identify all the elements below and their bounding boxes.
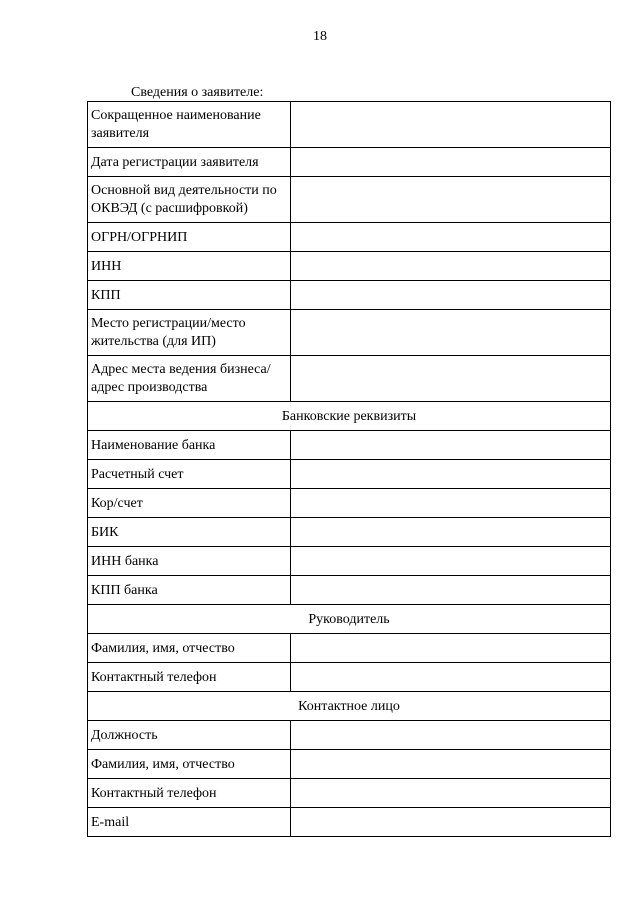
page-number: 18	[313, 29, 327, 44]
section-header-row	[88, 605, 611, 634]
field-label: Фамилия, имя, отчество	[88, 634, 291, 663]
field-value-cell[interactable]	[291, 663, 611, 692]
field-label: Адрес места ведения бизнеса/адрес производства	[88, 356, 291, 402]
field-label: E-mail	[88, 808, 291, 837]
field-value-cell[interactable]	[291, 547, 611, 576]
field-value-cell[interactable]	[291, 281, 611, 310]
field-label: Дата регистрации заявителя	[88, 148, 291, 177]
field-label: Расчетный счет	[88, 460, 291, 489]
field-value-cell[interactable]	[291, 518, 611, 547]
section-header: Руководитель	[88, 605, 611, 634]
table-row	[88, 808, 611, 837]
field-value-cell[interactable]	[291, 489, 611, 518]
table-row	[88, 547, 611, 576]
section-header-row	[88, 692, 611, 721]
table-row	[88, 102, 611, 148]
field-value-cell[interactable]	[291, 356, 611, 402]
field-value-cell[interactable]	[291, 177, 611, 223]
table-row	[88, 356, 611, 402]
field-value-cell[interactable]	[291, 102, 611, 148]
table-row	[88, 518, 611, 547]
table-row	[88, 721, 611, 750]
field-value-cell[interactable]	[291, 634, 611, 663]
table-row	[88, 460, 611, 489]
table-row	[88, 281, 611, 310]
field-value-cell[interactable]	[291, 576, 611, 605]
field-label: КПП	[88, 281, 291, 310]
field-label: Контактный телефон	[88, 663, 291, 692]
table-row	[88, 576, 611, 605]
field-value-cell[interactable]	[291, 808, 611, 837]
field-value-cell[interactable]	[291, 310, 611, 356]
field-value-cell[interactable]	[291, 223, 611, 252]
table-row	[88, 779, 611, 808]
field-label: Контактный телефон	[88, 779, 291, 808]
table-row	[88, 634, 611, 663]
field-label: Фамилия, имя, отчество	[88, 750, 291, 779]
section-header-row	[88, 402, 611, 431]
applicant-info-table	[87, 101, 611, 837]
field-label: Основной вид деятельности по ОКВЭД (с расшифровкой)	[88, 177, 291, 223]
field-label: Место регистрации/место жительства (для ИП)	[88, 310, 291, 356]
field-value-cell[interactable]	[291, 750, 611, 779]
field-value-cell[interactable]	[291, 460, 611, 489]
field-label: КПП банка	[88, 576, 291, 605]
table-row	[88, 750, 611, 779]
table-row	[88, 223, 611, 252]
table-row	[88, 310, 611, 356]
field-value-cell[interactable]	[291, 779, 611, 808]
field-label: Наименование банка	[88, 431, 291, 460]
field-value-cell[interactable]	[291, 252, 611, 281]
table-row	[88, 252, 611, 281]
table-row	[88, 431, 611, 460]
field-label: ОГРН/ОГРНИП	[88, 223, 291, 252]
table-row	[88, 489, 611, 518]
field-value-cell[interactable]	[291, 721, 611, 750]
field-label: ИНН	[88, 252, 291, 281]
table-row	[88, 177, 611, 223]
field-value-cell[interactable]	[291, 148, 611, 177]
field-label: Кор/счет	[88, 489, 291, 518]
section-header: Контактное лицо	[88, 692, 611, 721]
field-label: ИНН банка	[88, 547, 291, 576]
field-label: Должность	[88, 721, 291, 750]
applicant-info-table-body	[88, 102, 611, 837]
field-value-cell[interactable]	[291, 431, 611, 460]
table-row	[88, 148, 611, 177]
applicant-info-caption: Сведения о заявителе:	[131, 85, 264, 100]
field-label: БИК	[88, 518, 291, 547]
table-row	[88, 663, 611, 692]
section-header: Банковские реквизиты	[88, 402, 611, 431]
field-label: Сокращенное наименование заявителя	[88, 102, 291, 148]
